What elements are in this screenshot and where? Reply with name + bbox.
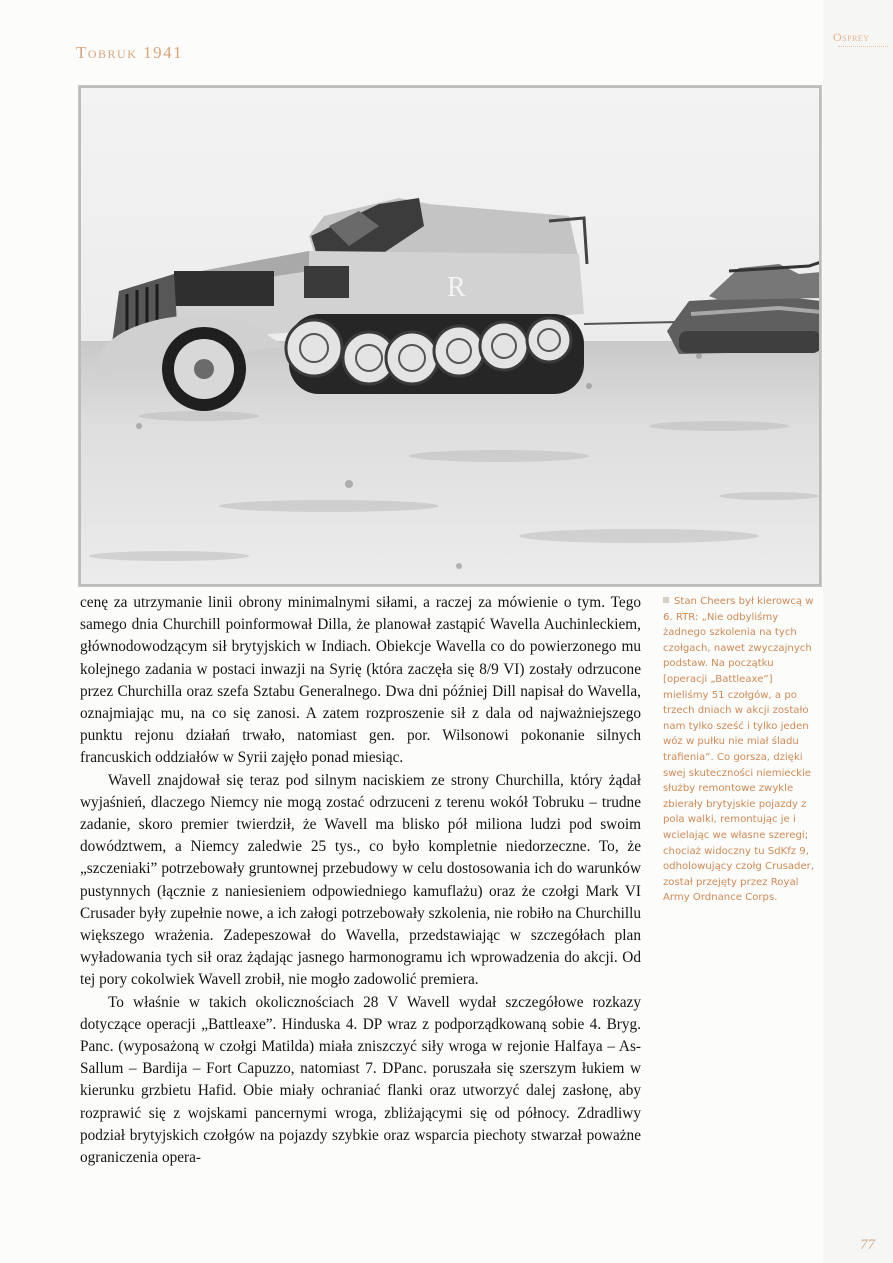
- body-paragraph-1: cenę za utrzymanie linii obrony minimalnymi siłami, a raczej za mówienie o tym. Tego samego dnia Churchill poinformował Dilla, że planował zastąpić Wavella Auchinleckiem, głównodowodzącym sił brytyjskich w Indiach. Obiekcje Wavella co do powierzonego mu kolejnego zadania w postaci inwazji na Syrię (która zaczęła się 8/9 VI) zostały odrzucone przez Churchilla oraz szefa Sztabu Generalnego. Dwa dni później Dill napisał do Wavella, oznajmiając mu, na co się zanosi. A zatem rozproszenie sił z dala od najważniejszego punktu rejonu działań trwało, natomiast gen. por. Wilsonowi pokonanie silnych francuskich oddziałów w Syrii zajęło ponad miesiąc.: [80, 594, 641, 767]
- right-margin-band: [823, 0, 893, 1263]
- photo-halftrack-towing-tank: [78, 85, 822, 587]
- body-text: [80, 592, 641, 1169]
- body-paragraph-2: Wavell znajdował się teraz pod silnym naciskiem ze strony Churchilla, który żądał wyjaśnień, dlaczego Niemcy nie mogą zostać odrzuceni z terenu wokół Tobruku – trudne zadanie, skoro premier twierdził, że Wavell ma blisko pół miliona ludzi pod swoim dowództwem, a Niemcy zaledwie 25 tys., co było kompletnie niedorzeczne. To, że „szczeniaki” potrzebowały gruntownej przebudowy w celu dostosowania ich do warunków pustynnych (łącznie z naniesieniem odpowiedniego kamuflażu) oraz że czołgi Mark VI Crusader były zupełnie nowe, a ich załogi potrzebowały szkolenia, nie robiło na Churchillu większego wrażenia. Zadepeszował do Wavella, przedstawiając w szczegółach plan wyładowania tych sił oraz żądając jasnego harmonogramu ich wprowadzenia do akcji. Od tej pory cokolwiek Wavell zrobił, nie mogło zadowolić premiera.: [80, 771, 641, 989]
- caption-text: Stan Cheers był kierowcą w 6. RTR: „Nie odbyliśmy żadnego szkolenia na tych czołgach, nawet zwyczajnych podstaw. Na początku [operacji „Battleaxe”] mieliśmy 51 czołgów, a po trzech dniach w akcji zostało nam tylko sześć i tylko jeden wóz w pułku nie miał śladu trafienia”. Co gorsza, dzięki swej skuteczności niemieckie służby remontowe zwykle zbierały brytyjskie pojazdy z pola walki, remontując je i wcielając we własne szeregi; chociaż widoczny tu SdKfz 9, odholowujący czołg Crusader, został przejęty przez Royal Army Ordnance Corps.: [663, 596, 815, 904]
- caption-bullet-icon: [663, 597, 669, 603]
- page-number: 77: [860, 1237, 875, 1253]
- vehicle-marking: R: [447, 272, 466, 303]
- photo-caption: [663, 594, 821, 906]
- running-head: Tobruk 1941: [76, 43, 184, 62]
- publisher-logo-rule: [838, 46, 888, 50]
- publisher-logo: Osprey: [833, 30, 870, 44]
- photo-illustration: [79, 86, 821, 586]
- body-paragraph-3: To właśnie w takich okolicznościach 28 V Wavell wydał szczegółowe rozkazy dotyczące operacji „Battleaxe”. Hinduska 4. DP wraz z podporządkowaną sobie 4. Bryg. Panc. (wyposażoną w czołgi Matilda) miała zniszczyć siły wroga w rejonie Halfaya – As-Sallum – Bardija – Fort Capuzzo, natomiast 7. DPanc. poruszała się szerszym łukiem w kierunku grzbietu Hafid. Obie miały ochraniać flanki oraz utworzyć dalej zasłonę, aby rozprawić się z wojskami pancernymi wroga, zbliżającymi się od północy. Zdradliwy podział brytyjskich czołgów na pojazdy szybkie oraz wsparcia piechoty stwarzał poważne ograniczenia opera-: [80, 993, 641, 1167]
